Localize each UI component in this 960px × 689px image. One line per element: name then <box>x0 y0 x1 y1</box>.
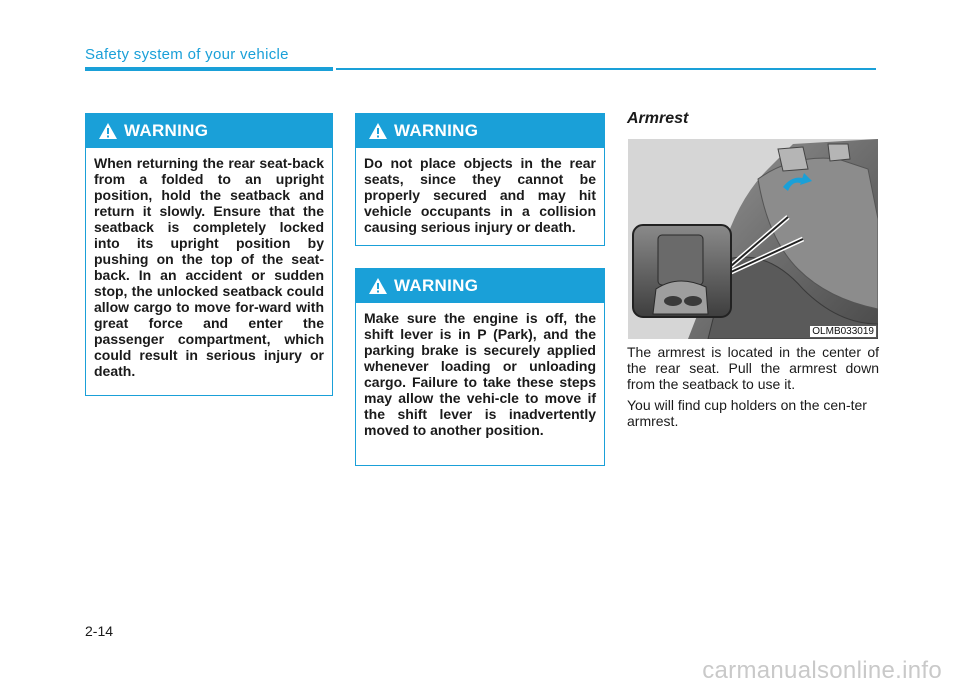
warning-label: WARNING <box>394 276 479 295</box>
warning-label: WARNING <box>124 121 209 140</box>
header-rule-thick <box>85 67 333 71</box>
armrest-figure <box>628 139 878 339</box>
warning-triangle-icon <box>368 277 388 295</box>
figure-code: OLMB033019 <box>812 326 874 337</box>
section-title: Safety system of your vehicle <box>85 46 289 63</box>
watermark: carmanualsonline.info <box>702 657 942 684</box>
page-number: 2-14 <box>85 623 114 639</box>
warning-text: Make sure the engine is off, the shift lever is in P (Park), and the parking brake is securely applied whenever loading or unloading cargo. Failure to take these steps may allow the vehi-cle to move if the shift lever is inadvertently moved to another position. <box>364 310 596 438</box>
rear-seat-armrest-illustration <box>628 139 878 339</box>
armrest-cupholder-note: You will find cup holders on the cen-ter armrest. <box>627 397 867 429</box>
warning-header <box>356 269 604 303</box>
warning-triangle-icon <box>368 122 388 140</box>
warning-text: When returning the rear seat-back from a folded to an upright position, hold the seatback and return it slowly. Ensure that the seatback is completely locked into its upright position by pushing on the top of the seat-back. In an accident or sudden stop, the unlocked seatback could allow cargo to move for-ward with great force and enter the passenger compartment, which could result in serious injury or death. <box>94 155 324 379</box>
warning-box-engine-off <box>355 268 605 466</box>
warning-header <box>86 114 332 148</box>
armrest-description: The armrest is located in the center of the rear seat. Pull the armrest down from the seatback to use it. <box>627 344 879 392</box>
warning-box-rear-seat-objects <box>355 113 605 246</box>
header-rule-thin <box>336 68 876 70</box>
warning-text: Do not place objects in the rear seats, since they cannot be properly secured and may hit vehicle occupants in a collision causing serious injury or death. <box>364 155 596 235</box>
warning-label: WARNING <box>394 121 479 140</box>
warning-triangle-icon <box>98 122 118 140</box>
warning-header <box>356 114 604 148</box>
armrest-heading: Armrest <box>627 110 689 127</box>
warning-box-seatback <box>85 113 333 396</box>
